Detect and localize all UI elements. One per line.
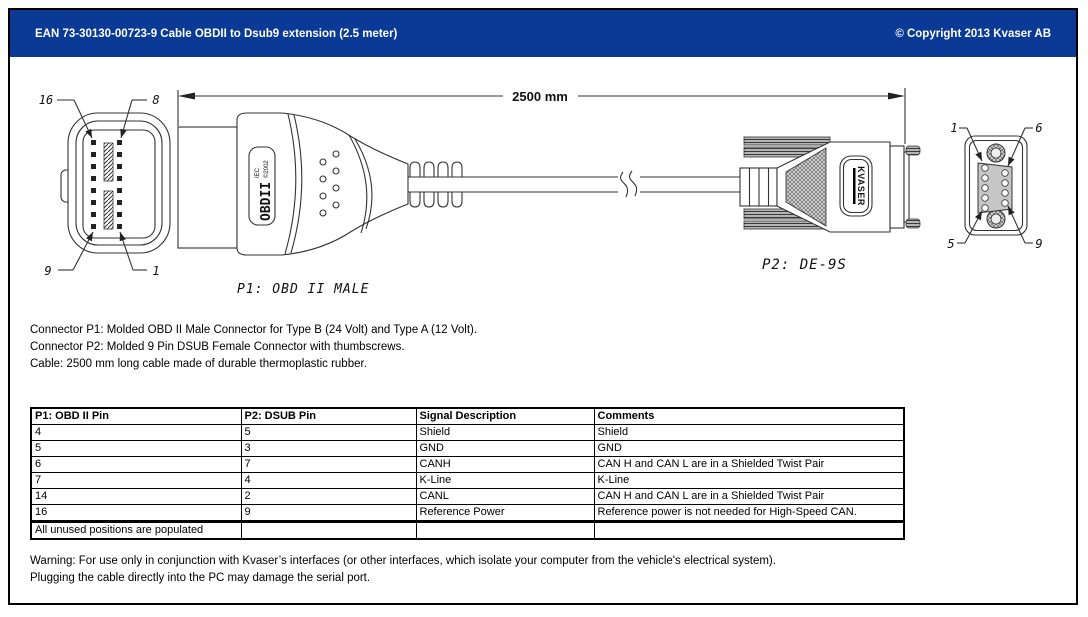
table-row [31, 425, 904, 441]
cell: 2 [241, 489, 416, 505]
cell: 4 [31, 425, 241, 441]
cable-break-symbol [621, 171, 637, 197]
col-header-signal: Signal Description [416, 408, 594, 425]
cell: 5 [31, 441, 241, 457]
empty-cell [241, 522, 416, 540]
obd-pin-label-16: 16 [38, 93, 54, 107]
cell: 3 [241, 441, 416, 457]
cell: 5 [241, 425, 416, 441]
de9-pin-label-6: 6 [1035, 121, 1043, 135]
footer-note: All unused positions are populated [31, 522, 241, 540]
cell: 7 [241, 457, 416, 473]
de9-face-view [947, 121, 1042, 251]
obd-pin-label-9: 9 [44, 264, 52, 278]
dsub-side-view [740, 137, 920, 232]
cell: K-Line [594, 473, 904, 489]
col-header-p1: P1: OBD II Pin [31, 408, 241, 425]
p2-caption: P2: DE-9S [762, 257, 847, 273]
obd-side-view [178, 113, 408, 255]
copyright-text: © Copyright 2013 Kvaser AB [895, 27, 1051, 40]
page-border [8, 8, 1078, 605]
kvaser-logo-text: KVASER [856, 166, 866, 206]
cell: 16 [31, 505, 241, 522]
description-line-1: Connector P1: Molded OBD II Male Connector for Type B (24 Volt) and Type A (12 Volt). [30, 324, 478, 336]
empty-cell [594, 522, 904, 540]
p1-caption: P1: OBD II MALE [237, 282, 370, 297]
table-header-row [31, 408, 904, 425]
cell: 4 [241, 473, 416, 489]
cell: Reference power is not needed for High-Speed CAN. [594, 505, 904, 522]
description-line-2: Connector P2: Molded 9 Pin DSUB Female Connector with thumbscrews. [30, 341, 405, 353]
cell: GND [416, 441, 594, 457]
col-header-p2: P2: DSUB Pin [241, 408, 416, 425]
obd-mold-label [249, 147, 275, 225]
de9-pin-label-9: 9 [1035, 237, 1043, 251]
obd-pin-label-8: 8 [152, 93, 160, 107]
cell: 6 [31, 457, 241, 473]
pin-table-container [30, 407, 905, 540]
pin-mapping-table [30, 407, 905, 540]
cell: 14 [31, 489, 241, 505]
obd-mold-year: ©2002 [264, 160, 270, 178]
obd-face-view [39, 93, 170, 278]
table-footer-row [31, 522, 904, 540]
cell: K-Line [416, 473, 594, 489]
table-row [31, 489, 904, 505]
obd-mold-text: OBDII [259, 181, 274, 221]
warning-line-1: Warning: For use only in conjunction with Kvaser’s interfaces (or other interfaces, which isolate your computer from the vehicle's electrical system). [30, 555, 776, 567]
col-header-comments: Comments [594, 408, 904, 425]
cell: 7 [31, 473, 241, 489]
table-row [31, 457, 904, 473]
cell: CANL [416, 489, 594, 505]
kvaser-logo [840, 156, 872, 216]
obd-pin-label-1: 1 [152, 264, 160, 278]
cell: 9 [241, 505, 416, 522]
empty-cell [416, 522, 594, 540]
de9-pin-label-5: 5 [947, 237, 955, 251]
connector-description [30, 322, 477, 373]
cell: CAN H and CAN L are in a Shielded Twist Pair [594, 457, 904, 473]
de9-pin-label-1: 1 [950, 121, 958, 135]
dimension-label: 2500 mm [512, 89, 568, 104]
cell: Reference Power [416, 505, 594, 522]
cell: CAN H and CAN L are in a Shielded Twist Pair [594, 489, 904, 505]
document-title: EAN 73-30130-00723-9 Cable OBDII to Dsub9 extension (2.5 meter) [35, 27, 398, 40]
table-row [31, 505, 904, 522]
cell: Shield [594, 425, 904, 441]
cable [408, 162, 742, 207]
table-row [31, 473, 904, 489]
cell: CANH [416, 457, 594, 473]
warning-line-2: Plugging the cable directly into the PC may damage the serial port. [30, 572, 371, 584]
warning-text [30, 553, 776, 587]
cell: GND [594, 441, 904, 457]
table-row [31, 441, 904, 457]
description-line-3: Cable: 2500 mm long cable made of durable thermoplastic rubber. [30, 358, 367, 370]
obd-mold-iec: IEC [255, 167, 261, 178]
cell: Shield [416, 425, 594, 441]
